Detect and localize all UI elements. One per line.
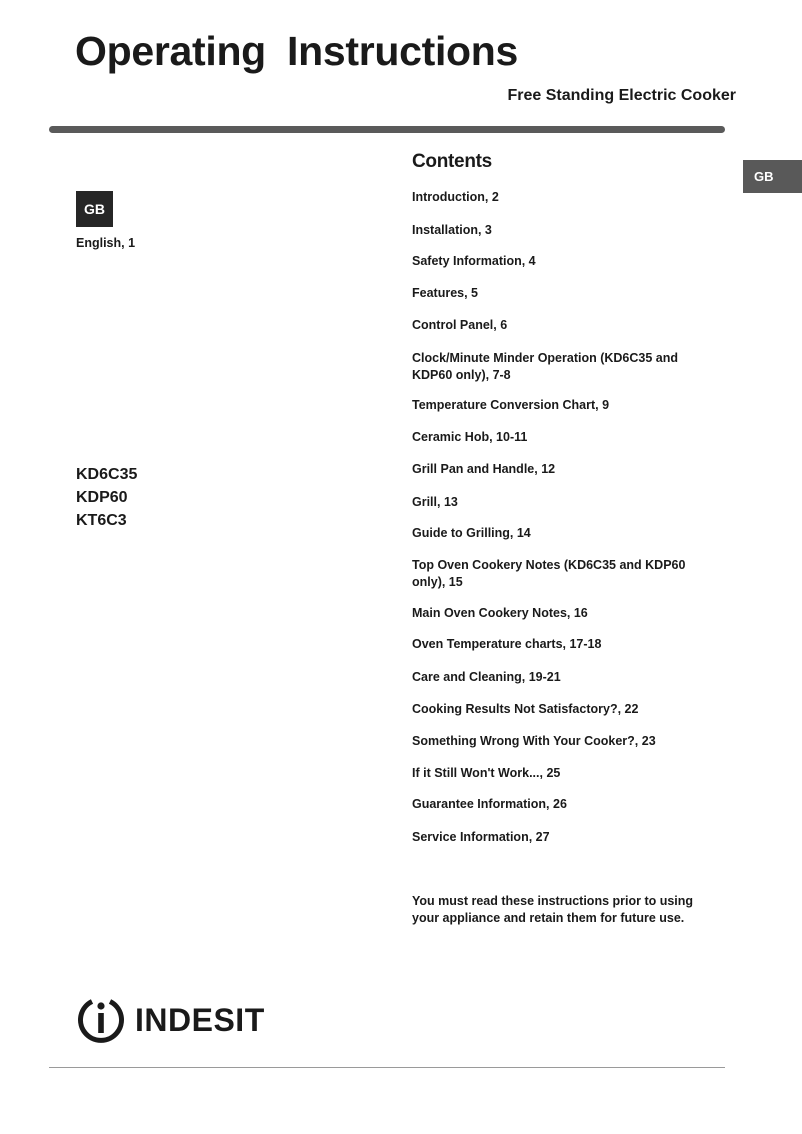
toc-item: Service Information, 27 bbox=[412, 830, 550, 844]
toc-item: Cooking Results Not Satisfactory?, 22 bbox=[412, 702, 639, 716]
toc-item: Features, 5 bbox=[412, 286, 479, 300]
toc-item: Grill Pan and Handle, 12 bbox=[412, 462, 556, 476]
footer-divider bbox=[49, 1067, 725, 1068]
language-label: English, 1 bbox=[76, 236, 136, 250]
language-badge: GB bbox=[76, 191, 113, 227]
toc-item: Temperature Conversion Chart, 9 bbox=[412, 398, 610, 412]
model-list bbox=[76, 463, 137, 532]
toc-item: Ceramic Hob, 10-11 bbox=[412, 430, 528, 444]
toc-item: Something Wrong With Your Cooker?, 23 bbox=[412, 734, 656, 748]
toc-item: Guarantee Information, 26 bbox=[412, 797, 567, 811]
toc-item: Oven Temperature charts, 17-18 bbox=[412, 637, 602, 651]
toc-item: Top Oven Cookery Notes (KD6C35 and KDP60 only), 15 bbox=[412, 558, 686, 589]
toc-item: Installation, 3 bbox=[412, 223, 492, 237]
read-instructions-notice: You must read these instructions prior to using your appliance and retain them for future use. bbox=[412, 894, 694, 925]
toc-item: Main Oven Cookery Notes, 16 bbox=[412, 606, 588, 620]
toc-item: Safety Information, 4 bbox=[412, 254, 536, 268]
indesit-logo bbox=[75, 994, 265, 1046]
header-divider bbox=[49, 126, 725, 133]
page-subtitle: Free Standing Electric Cooker bbox=[507, 87, 736, 104]
toc-item: If it Still Won't Work..., 25 bbox=[412, 766, 561, 780]
language-side-tab: GB bbox=[743, 160, 802, 193]
model-name: KD6C35 bbox=[76, 466, 138, 483]
contents-heading: Contents bbox=[412, 151, 492, 172]
toc-item: Control Panel, 6 bbox=[412, 318, 508, 332]
toc-item: Grill, 13 bbox=[412, 495, 458, 509]
brand-wordmark: INDESIT bbox=[135, 1001, 265, 1038]
toc-item: Guide to Grilling, 14 bbox=[412, 526, 531, 540]
indesit-logo-icon bbox=[75, 994, 127, 1046]
page-title: Operating Instructions bbox=[75, 28, 519, 74]
model-name: KDP60 bbox=[76, 489, 128, 506]
toc-item: Introduction, 2 bbox=[412, 190, 499, 204]
model-name: KT6C3 bbox=[76, 512, 127, 529]
toc-item: Clock/Minute Minder Operation (KD6C35 and KDP60 only), 7-8 bbox=[412, 351, 679, 382]
toc-item: Care and Cleaning, 19-21 bbox=[412, 670, 561, 684]
